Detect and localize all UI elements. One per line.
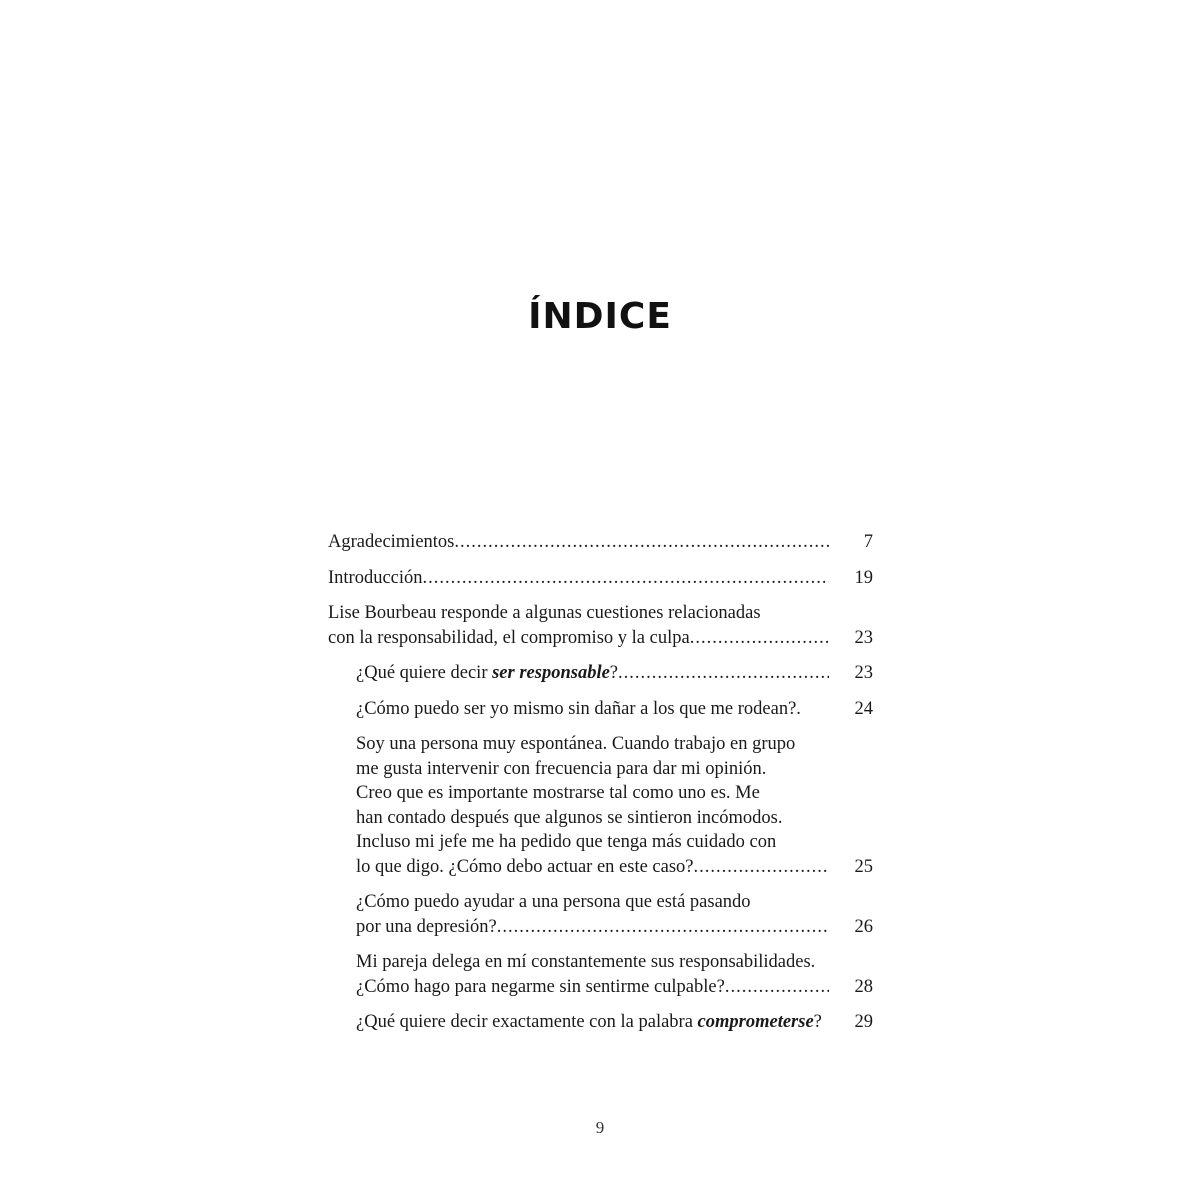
toc-entry-line: Soy una persona muy espontánea. Cuando trabajo en grupo [356, 734, 796, 754]
toc-page-number: 29 [854, 1012, 873, 1032]
toc-entry-title: lo que digo. ¿Cómo debo actuar en este caso? [356, 856, 694, 877]
toc-entry-agradecimientos[interactable] [328, 530, 873, 555]
toc-page-number: 24 [854, 698, 873, 719]
leader-dots [690, 626, 829, 651]
toc-entry-text: ? [609, 663, 619, 683]
page-title: ÍNDICE [528, 296, 672, 337]
toc-entry-line: Lise Bourbeau responde a algunas cuestiones relacionadas [328, 603, 761, 623]
toc-entry-introduccion[interactable] [328, 566, 873, 591]
toc-entry-persona-espontanea[interactable] [328, 732, 873, 879]
toc-entry-ser-yo-mismo[interactable] [328, 697, 873, 722]
toc-entry-depresion[interactable] [328, 890, 873, 939]
toc-entry-title: ¿Cómo puedo ser yo mismo sin dañar a los que me rodean?. [356, 698, 801, 719]
toc-entry-comprometerse[interactable] [328, 1010, 873, 1035]
toc-entry-line: me gusta intervenir con frecuencia para dar mi opinión. [356, 758, 767, 779]
toc-entry-title: ¿Cómo hago para negarme sin sentirme culpable? [356, 976, 725, 997]
toc-entry-line: Creo que es importante mostrarse tal como uno es. Me [356, 783, 760, 803]
leader-dots [618, 661, 829, 686]
leader-dots [423, 566, 829, 591]
toc-entry-emphasis: ser responsable [492, 663, 610, 683]
table-of-contents [328, 530, 873, 1046]
toc-page-number: 19 [854, 567, 873, 588]
toc-entry-emphasis: comprometerse [697, 1012, 814, 1032]
toc-entry-line: han contado después que algunos se sintieron incómodos. [356, 807, 783, 828]
toc-entry-ser-responsable[interactable] [328, 661, 873, 686]
toc-entry-lise-bourbeau-responde[interactable] [328, 601, 873, 650]
toc-entry-title [356, 1010, 822, 1035]
toc-entry-title: por una depresión? [356, 916, 497, 937]
leader-dots [454, 530, 829, 555]
toc-page-number: 7 [863, 532, 873, 552]
toc-entry-text: ¿Qué quiere decir exactamente con la palabra [356, 1012, 698, 1032]
toc-entry-line: ¿Cómo puedo ayudar a una persona que está pasando [356, 892, 751, 912]
toc-page-number: 28 [854, 976, 873, 997]
leader-dots [725, 975, 829, 1000]
toc-entry-line: Incluso mi jefe me ha pedido que tenga más cuidado con [356, 832, 777, 852]
toc-entry-text: ¿Qué quiere decir [356, 663, 493, 683]
toc-entry-title [356, 661, 618, 686]
toc-entry-text: ? [813, 1012, 822, 1032]
toc-page-number: 26 [854, 916, 873, 937]
toc-entry-line: Mi pareja delega en mí constantemente sus responsabilidades. [356, 952, 816, 972]
leader-dots [694, 855, 829, 880]
toc-page-number: 23 [854, 627, 873, 648]
toc-entry-pareja-delega[interactable] [328, 950, 873, 999]
toc-entry-title: con la responsabilidad, el compromiso y la culpa [328, 627, 690, 648]
toc-page-number: 23 [854, 663, 873, 683]
leader-dots [822, 1010, 829, 1035]
leader-dots [497, 915, 829, 940]
toc-page-number: 25 [854, 856, 873, 877]
leader-dots [801, 697, 829, 722]
page-number: 9 [595, 1118, 605, 1137]
toc-entry-title: Introducción [328, 567, 423, 588]
toc-entry-title: Agradecimientos [328, 532, 455, 552]
